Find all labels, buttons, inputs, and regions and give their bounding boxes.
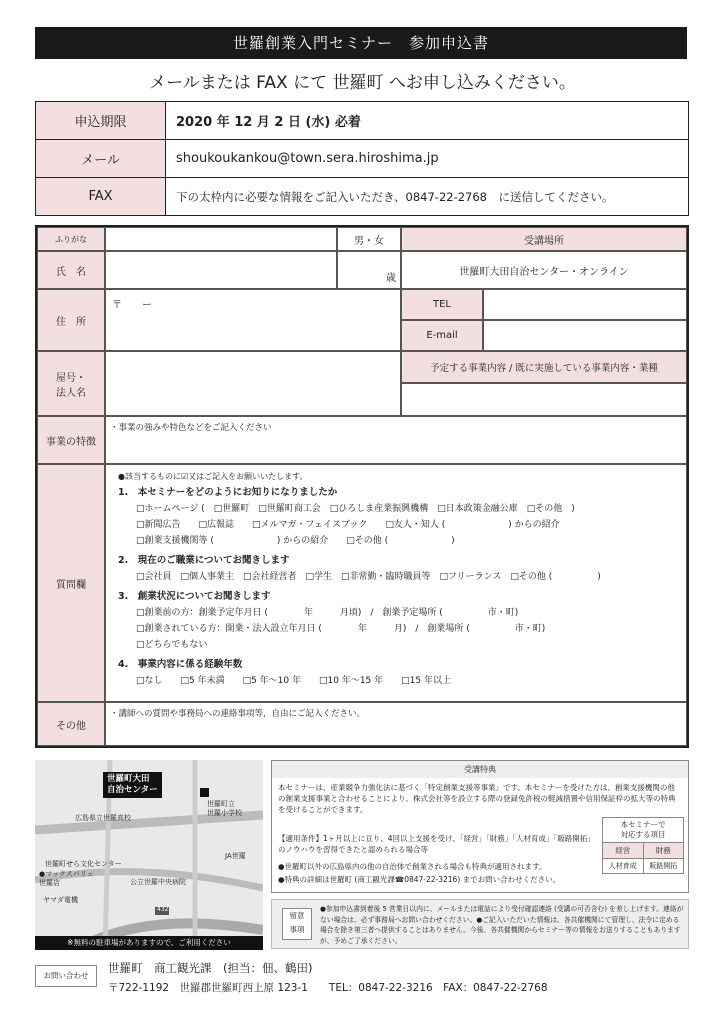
questions-intro: ●該当するものに☑又はご記入をお願いいたします。 bbox=[118, 472, 308, 481]
tel-field[interactable] bbox=[483, 289, 687, 320]
map-school1: 広島県立世羅高校 bbox=[75, 814, 131, 822]
furigana-label: ふりがな bbox=[37, 227, 105, 251]
benefit-note2: ●特典の詳細は世羅町 (商工観光課☎0847-22-3216) までお問い合わせください。 bbox=[278, 875, 561, 884]
contact-label: お問い合わせ bbox=[35, 965, 97, 987]
feature-field[interactable] bbox=[105, 416, 687, 464]
benefit-box bbox=[271, 760, 689, 893]
map-bunka: 世羅町せら文化センター bbox=[45, 860, 122, 868]
map-route-number: 432 bbox=[157, 906, 169, 913]
q3-option-a[interactable]: □創業前の方：創業予定年月日 ( 年 月頃) / 創業予定場所 ( 市・町) bbox=[136, 608, 519, 618]
item-finance: 財務 bbox=[644, 843, 684, 858]
q4-heading: 4. 事業内容に係る経験年数 bbox=[118, 659, 243, 670]
notes-box bbox=[271, 899, 689, 949]
contact-office: 世羅町 商工観光課 (担当：佃、鶴田) bbox=[108, 961, 313, 975]
venue-label: 受講場所 bbox=[401, 227, 687, 251]
shop-name-label: 屋号・ 法人名 bbox=[37, 351, 105, 416]
email-value[interactable]: shoukoukankou@town.sera.hiroshima.jp bbox=[166, 140, 689, 178]
q1-options-b[interactable]: □新聞広告 □広報誌 □メルマガ・フェイスブック □友人・知人 ( ) からの紹介 bbox=[136, 520, 560, 530]
q2-options[interactable]: □会社員 □個人事業主 □会社経営者 □学生 □非常勤・臨時職員等 □フリーランス □その他 ( ) bbox=[136, 572, 601, 582]
supported-items bbox=[602, 817, 684, 874]
application-info-table bbox=[35, 101, 689, 216]
q3-option-c[interactable]: □どちらでもない bbox=[136, 640, 208, 650]
other-hint: ・講師への質問や事務局への連絡事項等，自由にご記入ください。 bbox=[110, 709, 366, 719]
furigana-field[interactable] bbox=[105, 227, 337, 251]
deadline-value: 2020 年 12 月 2 日 (水) 必着 bbox=[166, 102, 689, 140]
benefit-body: 本セミナーは、産業競争力強化法に基づく「特定創業支援等事業」です。本セミナーを受けた方は、創業支援機関の他の創業支援事業と合わせることにより、株式会社等を設立する際の登録免許税の軽減措置や信用保証枠の拡大等の特典を受けることができます。 bbox=[278, 783, 676, 814]
tel-label: TEL bbox=[401, 289, 483, 320]
map-maxvalu: ●マックスバリュ 世羅店 bbox=[39, 870, 94, 887]
contact-address: 〒722-1192 世羅郡世羅町西上原 123-1 TEL：0847-22-3216 FAX：0847-22-2768 bbox=[108, 982, 548, 994]
other-label: その他 bbox=[37, 702, 105, 746]
q1-options-a[interactable]: □ホームページ ( □世羅町 □世羅町商工会 □ひろしま産業振興機構 □日本政策金融公庫 □その他 ) bbox=[136, 504, 575, 514]
questions-area bbox=[105, 464, 687, 702]
email-input[interactable] bbox=[483, 320, 687, 351]
address-field[interactable] bbox=[105, 289, 401, 351]
feature-hint: ・事業の強みや特色などをご記入ください bbox=[110, 423, 272, 433]
instruction-headline: メールまたは FAX にて 世羅町 へお申し込みください。 bbox=[149, 73, 576, 93]
shop-name-field[interactable] bbox=[105, 351, 401, 416]
name-field[interactable] bbox=[105, 251, 337, 289]
q1-options-c[interactable]: □創業支援機関等 ( ) からの紹介 □その他 ( ) bbox=[136, 536, 455, 546]
questions-label: 質問欄 bbox=[37, 464, 105, 702]
age-unit: 歳 bbox=[386, 273, 396, 284]
parking-note: ※無料の駐車場がありますので、ご利用ください bbox=[35, 936, 263, 950]
map-hospital: 公立世羅中央病院 bbox=[130, 878, 186, 886]
business-content-field[interactable] bbox=[401, 383, 687, 416]
feature-label: 事業の特徴 bbox=[37, 416, 105, 464]
map-ja: JA世羅 bbox=[225, 852, 246, 860]
map-yamada: ヤマダ電機 bbox=[43, 896, 78, 904]
fax-label: FAX bbox=[36, 178, 166, 216]
fax-instruction: 下の太枠内に必要な情報をご記入いただき、0847-22-2768 に送信してください。 bbox=[166, 178, 689, 216]
q1-heading: 1. 本セミナーをどのようにお知りになりましたか bbox=[118, 487, 338, 498]
venue-map bbox=[35, 760, 263, 950]
gender-select[interactable]: 男・女 bbox=[337, 227, 401, 251]
email-field-label: E-mail bbox=[401, 320, 483, 351]
age-field[interactable] bbox=[337, 251, 401, 289]
notes-label: 留意 事項 bbox=[282, 908, 312, 940]
q4-options[interactable]: □なし □5 年未満 □5 年〜10 年 □10 年〜15 年 □15 年以上 bbox=[136, 676, 451, 686]
deadline-label: 申込期限 bbox=[36, 102, 166, 140]
condition-text: 1ヶ月以上に亘り、4回以上支援を受け、「経営」「財務」「人材育成」「販路開拓」のノウハウを習得できたと認められる場合等 bbox=[278, 834, 595, 854]
item-management: 経営 bbox=[603, 843, 644, 858]
application-form bbox=[35, 225, 689, 748]
benefit-note1: ●世羅町以外の広島県内の他の自治体で創業される場合も特典が適用されます。 bbox=[278, 862, 547, 871]
venue-value: 世羅町大田自治センター・オンライン bbox=[401, 251, 687, 289]
benefit-condition bbox=[278, 833, 596, 855]
notes-text: ●参加申込書到着後 5 営業日以内に、メールまたは電話により受付確認連絡 (受講の可否含む) を差し上げます。連絡がない場合は、必ず事務局へお問い合わせください。●ご記入いただいた情報は、各共催機関にて管理し、法令に定める場合を除き第三者へ提供することはありません。今後、各共催機関からセミナー等の情報をお送りすることもありますが、予めご了承ください。 bbox=[320, 905, 684, 945]
page-title: 世羅創業入門セミナー 参加申込書 bbox=[35, 27, 687, 59]
supported-items-title: 本セミナーで 対応する項目 bbox=[603, 818, 683, 843]
name-label: 氏 名 bbox=[37, 251, 105, 289]
business-content-label: 予定する事業内容 / 既に実施している事業内容・業種 bbox=[401, 351, 687, 383]
condition-label: 【適用条件】 bbox=[278, 834, 323, 843]
map-school2: 世羅町立 世羅小学校 bbox=[207, 800, 242, 817]
benefit-title: 受講特典 bbox=[272, 761, 688, 778]
q3-heading: 3. 創業状況についてお聞きします bbox=[118, 591, 271, 602]
email-label: メール bbox=[36, 140, 166, 178]
map-venue-label: 世羅町大田 自治センター bbox=[103, 772, 162, 798]
other-field[interactable] bbox=[105, 702, 687, 746]
q3-option-b[interactable]: □創業されている方：開業・法人設立年月日 ( 年 月) / 創業場所 ( 市・町) bbox=[136, 624, 546, 634]
item-hr: 人材育成 bbox=[603, 859, 644, 873]
address-label: 住 所 bbox=[37, 289, 105, 351]
postal-mark: 〒 ー bbox=[112, 300, 152, 311]
q2-heading: 2. 現在のご職業についてお聞きします bbox=[118, 555, 290, 566]
item-sales: 販路開拓 bbox=[649, 862, 678, 870]
